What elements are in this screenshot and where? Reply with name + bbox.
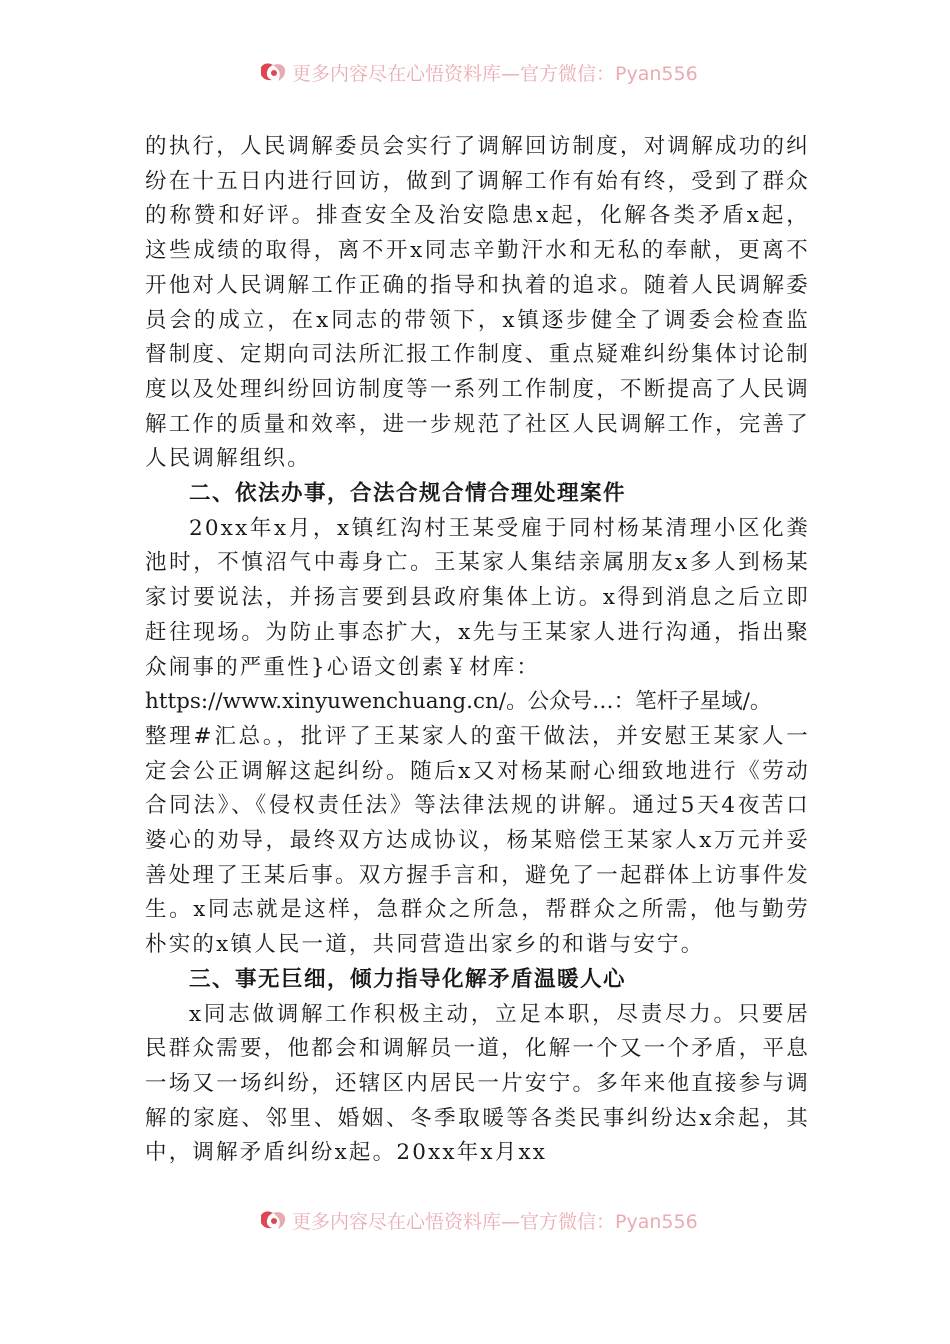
paragraph-2 xyxy=(145,512,810,963)
embedded-url-text: https://www.xinyuwenchuang.cn/。公众号…：笔杆子星域/。 xyxy=(145,689,772,715)
paragraph-3: x同志做调解工作积极主动，立足本职，尽责尽力。只要居民群众需要，他都会和调解员一道，化解一个又一个矛盾，平息一场又一场纠纷，还辖区内居民一片安宁。多年来他直接参与调解的家庭、邻里、婚姻、冬季取暖等各类民事纠纷达x余起，其中，调解矛盾纠纷x起。20xx年x月xx xyxy=(145,1001,810,1166)
watermark-text: 更多内容尽在心悟资料库—官方微信：Pyan556 xyxy=(292,62,698,85)
document-body xyxy=(145,130,810,1171)
section-heading-2: 二、依法办事，合法合规合情合理处理案件 xyxy=(189,481,627,507)
watermark-header xyxy=(258,58,778,86)
paragraph-1: 的执行，人民调解委员会实行了调解回访制度，对调解成功的纠纷在十五日内进行回访，做到了调解工作有始有终，受到了群众的称赞和好评。排查安全及治安隐患x起，化解各类矛盾x起，这些成绩的取得，离不开x同志辛勤汗水和无私的奉献，更离不开他对人民调解工作正确的指导和执着的追求。随着人民调解委员会的成立，在x同志的带领下，x镇逐步健全了调委会检查监督制度、定期向司法所汇报工作制度、重点疑难纠纷集体讨论制度以及处理纠纷回访制度等一系列工作制度，不断提高了人民调解工作的质量和效率，进一步规范了社区人民调解工作，完善了人民调解组织。 xyxy=(145,134,810,472)
section-heading-3: 三、事无巨细，倾力指导化解矛盾温暖人心 xyxy=(189,966,627,992)
paragraph-2-part-1: 20xx年x月，x镇红沟村王某受雇于同村杨某清理小区化粪池时，不慎沼气中毒身亡。王某家人集结亲属朋友x多人到杨某家讨要说法，并扬言要到县政府集体上访。x得到消息之后立即赶往现场。为防止事态扩大，x先与王某家人进行沟通，指出聚众闹事的严重性}心语文创素￥材库： xyxy=(145,515,810,680)
watermark-footer xyxy=(258,1206,778,1234)
logo-icon xyxy=(258,1207,288,1233)
watermark-text: 更多内容尽在心悟资料库—官方微信：Pyan556 xyxy=(292,1210,698,1233)
logo-icon xyxy=(258,59,288,85)
paragraph-2-part-2: 整理#汇总。，批评了王某家人的蛮干做法，并安慰王某家人一定会公正调解这起纠纷。随后x又对杨某耐心细致地进行《劳动合同法》、《侵权责任法》等法律法规的讲解。通过5天4夜苦口婆心的劝导，最终双方达成协议，杨某赔偿王某家人x万元并妥善处理了王某后事。双方握手言和，避免了一起群体上访事件发生。x同志就是这样，急群众之所急，帮群众之所需，他与勤劳朴实的x镇人民一道，共同营造出家乡的和谐与安宁。 xyxy=(145,723,810,958)
